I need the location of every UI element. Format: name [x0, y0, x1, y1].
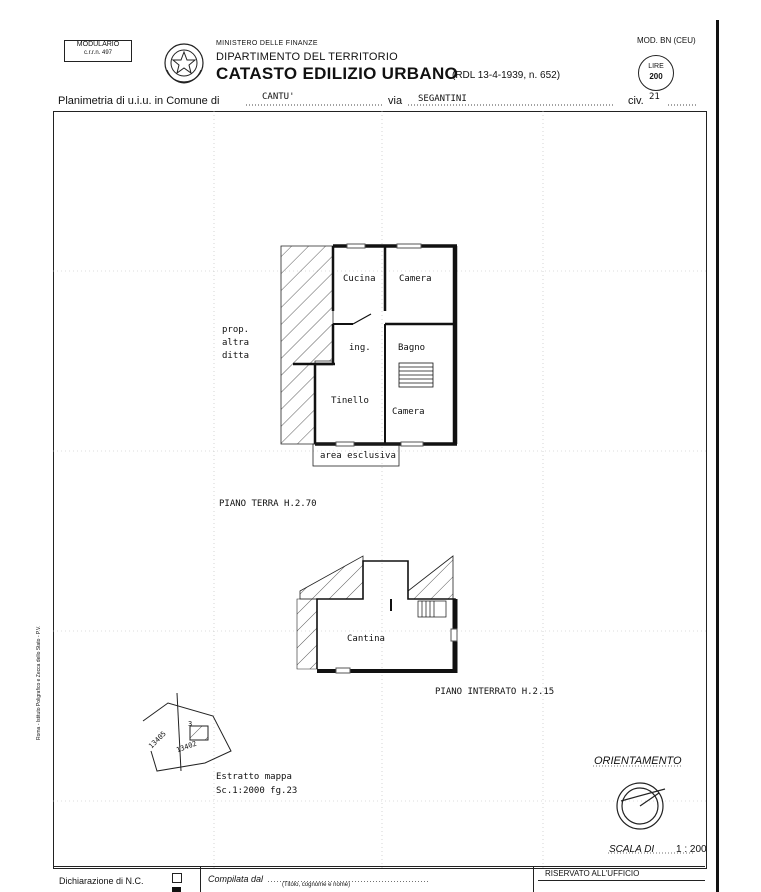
footer-divider	[53, 866, 705, 867]
catasto-title: CATASTO EDILIZIO URBANO	[216, 64, 459, 83]
lire-value: 200	[649, 72, 663, 81]
map-number-1: 13405	[147, 729, 168, 751]
mod-bn-label: MOD. BN (CEU)	[637, 36, 696, 45]
filled-checkbox[interactable]	[172, 887, 181, 892]
lire-label: LIRE	[648, 63, 664, 70]
footer-col-divider-2	[533, 866, 534, 892]
via-label: via	[388, 95, 403, 107]
via-value: SEGANTINI	[418, 94, 467, 104]
dipartimento-label: DIPARTIMENTO DEL TERRITORIO	[216, 51, 398, 63]
planimetria-prefix: Planimetria di u.i.u. in Comune di	[58, 95, 220, 107]
dichiarazione-label: Dichiarazione di N.C.	[59, 876, 144, 886]
map-number-3: 3	[188, 720, 193, 728]
modulario-label: MODULARIO	[76, 41, 120, 48]
modulario-code: c.r.r.n. 497	[83, 50, 113, 56]
orientamento-label: ORIENTAMENTO	[594, 755, 682, 767]
republic-emblem-icon	[162, 40, 206, 86]
comune-value: CANTU'	[262, 92, 295, 102]
ministero-label: MINISTERO DELLE FINANZE	[216, 40, 318, 47]
modulario-box	[64, 40, 132, 62]
compilata-sub-label: (Titolo, cognome e nome)	[282, 882, 351, 888]
room-camera: Camera	[399, 274, 432, 284]
estratto-scale-label: Sc.1:2000 fg.23	[216, 786, 298, 796]
prop-line-3: ditta	[222, 351, 250, 361]
room-tinello: Tinello	[331, 396, 369, 406]
riservato-underline	[538, 880, 705, 881]
estratto-mappa-label: Estratto mappa	[216, 772, 292, 782]
dichiarazione-checkbox[interactable]	[172, 873, 182, 883]
scala-label: SCALA DI	[609, 844, 655, 855]
civ-value: 21	[649, 92, 660, 102]
civ-label: civ.	[628, 95, 644, 107]
scala-value: 1 : 200	[676, 844, 707, 855]
page-edge-bar	[716, 20, 719, 892]
area-esclusiva-label: area esclusiva	[320, 451, 396, 461]
prop-line-1: prop.	[222, 325, 250, 335]
room-camera-2: Camera	[392, 407, 425, 417]
room-bagno: Bagno	[398, 343, 426, 353]
prop-line-2: altra	[222, 338, 250, 348]
piano-terra-label: PIANO TERRA H.2.70	[219, 499, 317, 509]
piano-interrato-label: PIANO INTERRATO H.2.15	[435, 687, 555, 697]
riservato-label: RISERVATO ALL'UFFICIO	[545, 869, 640, 878]
compilata-label: Compilata dal	[208, 874, 264, 884]
printer-side-note: Roma - Istituto Poligrafico e Zecca dello Stato - P.V.	[36, 625, 42, 740]
room-cucina: Cucina	[343, 274, 376, 284]
footer-col-divider-1	[200, 866, 201, 892]
rdl-reference: (RDL 13-4-1939, n. 652)	[452, 70, 561, 81]
room-ingresso: ing.	[349, 343, 371, 353]
compass-icon	[617, 783, 665, 829]
room-cantina: Cantina	[347, 634, 385, 644]
map-number-2: 13402	[175, 739, 198, 755]
lire-stamp	[638, 55, 674, 91]
